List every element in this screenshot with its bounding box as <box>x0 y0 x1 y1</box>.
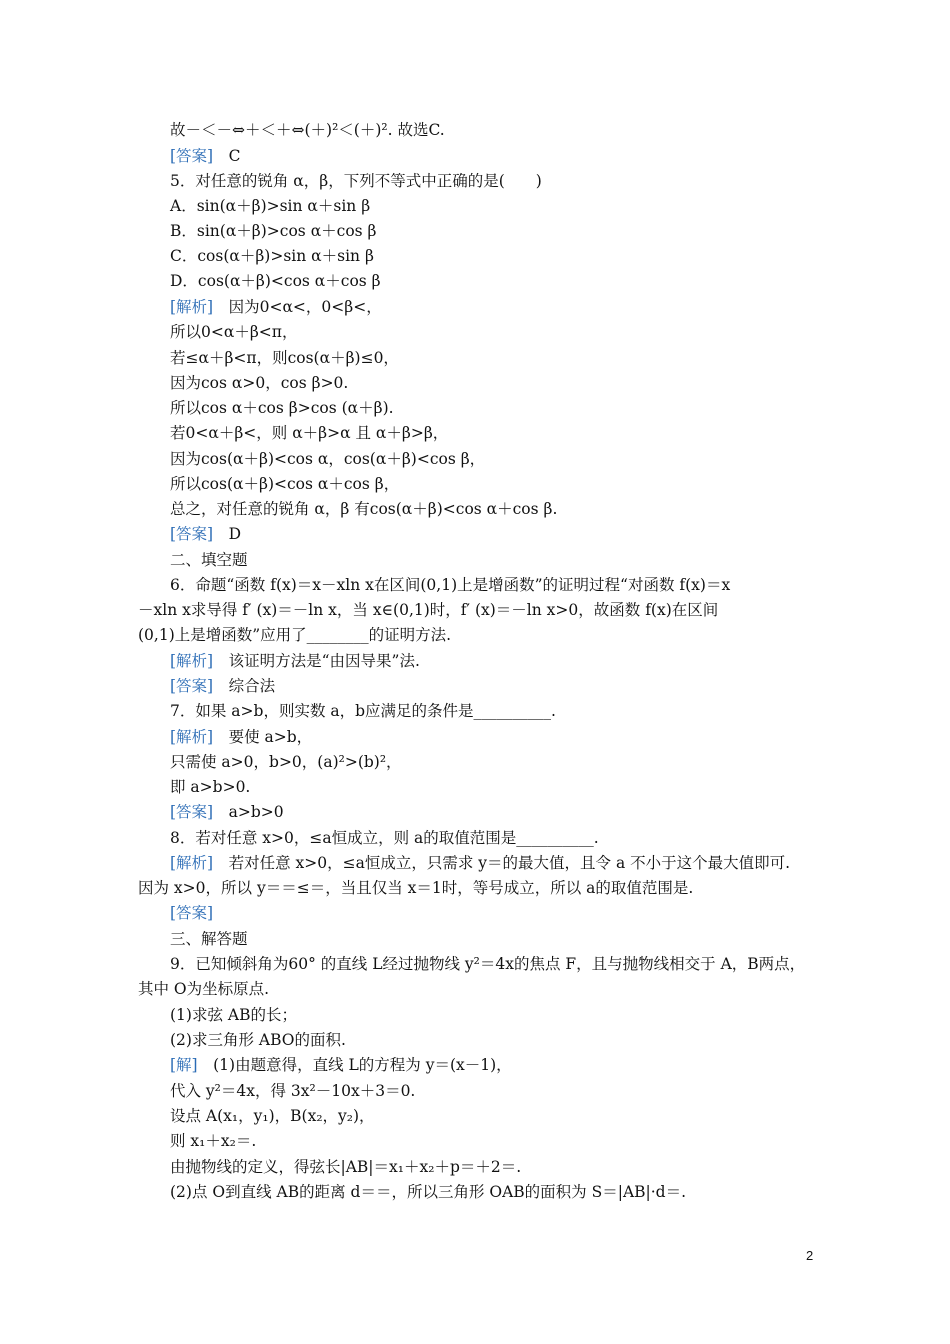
section-tag: [解析] <box>170 298 214 316</box>
text-line <box>170 1005 297 1025</box>
line-text: (2)点 O到直线 AB的距离 d＝＝，所以三角形 OAB的面积为 S＝|AB|·d＝. <box>170 1183 687 1201</box>
line-text: 5．对任意的锐角 α，β，下列不等式中正确的是( ) <box>170 172 542 190</box>
line-text: (2)求三角形 ABO的面积. <box>170 1031 346 1049</box>
section-tag: [答案] <box>170 803 214 821</box>
text-line <box>170 853 790 873</box>
text-line <box>170 1131 256 1151</box>
section-tag: [答案] <box>170 147 214 165</box>
line-text: 代入 y²＝4x，得 3x²－10x＋3＝0. <box>170 1082 416 1100</box>
section-tag: [解] <box>170 1056 198 1074</box>
section-tag: [解析] <box>170 854 214 872</box>
line-text: 6．命题“函数 f(x)＝x－xln x在区间(0,1)上是增函数”的证明过程“对函数 f(x)＝x <box>170 576 731 594</box>
line-text: C．cos(α＋β)>sin α＋sin β <box>170 247 374 265</box>
line-text: 要使 a>b， <box>228 728 313 746</box>
line-text: 8．若对任意 x>0，≤a恒成立，则 a的取值范围是__________. <box>170 829 599 847</box>
line-text: 综合法 <box>228 677 276 695</box>
line-text: a>b>0 <box>228 803 284 821</box>
text-line <box>170 651 420 671</box>
line-text: (1)求弦 AB的长； <box>170 1006 297 1024</box>
text-line <box>170 954 805 974</box>
text-line <box>170 903 229 923</box>
text-line <box>170 701 556 721</box>
line-text: 若0<α＋β<，则 α＋β>α 且 α＋β>β， <box>170 424 449 442</box>
text-line <box>170 322 297 342</box>
line-text: 所以cos α＋cos β>cos (α＋β). <box>170 399 394 417</box>
line-text: 所以0<α＋β<π， <box>170 323 298 341</box>
line-text: 所以cos(α＋β)<cos α＋cos β， <box>170 475 400 493</box>
text-line <box>170 1055 512 1075</box>
text-line <box>170 1030 346 1050</box>
text-line <box>138 600 718 620</box>
line-text: 总之，对任意的锐角 α，β 有cos(α＋β)<cos α＋cos β. <box>170 500 558 518</box>
line-text: 只需使 a>0，b>0，(a)²>(b)²， <box>170 753 402 771</box>
text-line <box>170 120 445 140</box>
section-tag: [解析] <box>170 728 214 746</box>
text-line <box>170 499 557 519</box>
line-text: 若≤α＋β<π，则cos(α＋β)≤0， <box>170 349 399 367</box>
line-text: D <box>228 525 242 543</box>
line-text: 二、填空题 <box>170 551 248 569</box>
line-text: 由抛物线的定义，得弦长|AB|＝x₁＋x₂＋p＝＋2＝. <box>170 1158 522 1176</box>
line-text: 其中 O为坐标原点. <box>138 980 270 998</box>
text-line <box>170 246 374 266</box>
line-text: 因为0<α<，0<β<， <box>228 298 382 316</box>
text-line <box>170 297 382 317</box>
section-tag: [解析] <box>170 652 214 670</box>
text-line <box>170 221 377 241</box>
text-line <box>138 979 269 999</box>
text-line <box>170 727 312 747</box>
line-text: 故－＜－⇔＋＜＋⇔(＋)²＜(＋)². 故选C. <box>170 121 445 139</box>
text-line <box>170 423 448 443</box>
text-line <box>138 625 451 645</box>
line-text: 若对任意 x>0，≤a恒成立，只需求 y＝的最大值，且令 a 不小于这个最大值即可. <box>228 854 791 872</box>
text-line <box>170 1106 375 1126</box>
line-text: －xln x求导得 f′ (x)＝－ln x，当 x∈(0,1)时，f′ (x)＝－ln x>0，故函数 f(x)在区间 <box>138 601 719 619</box>
section-tag: [答案] <box>170 525 214 543</box>
line-text: 9．已知倾斜角为60° 的直线 L经过抛物线 y²＝4x的焦点 F，且与抛物线相交于 A，B两点， <box>170 955 806 973</box>
text-line <box>170 1081 415 1101</box>
section-tag: [答案] <box>170 677 214 695</box>
line-text: C <box>228 147 241 165</box>
section-tag: [答案] <box>170 904 214 922</box>
line-text: 因为cos α>0，cos β>0. <box>170 374 349 392</box>
text-line <box>170 398 394 418</box>
text-line <box>170 752 402 772</box>
text-line <box>170 550 248 570</box>
line-text: 设点 A(x₁，y₁)，B(x₂，y₂)， <box>170 1107 375 1125</box>
text-line <box>170 1182 686 1202</box>
line-text: 因为cos(α＋β)<cos α，cos(α＋β)<cos β， <box>170 450 486 468</box>
page-number: 2 <box>806 1248 814 1263</box>
text-line <box>170 676 275 696</box>
text-line <box>170 828 599 848</box>
text-line <box>170 449 485 469</box>
line-text: (0,1)上是增函数”应用了________的证明方法. <box>138 626 452 644</box>
text-line <box>170 171 542 191</box>
line-text: 即 a>b>0. <box>170 778 251 796</box>
line-text: 因为 x>0，所以 y＝＝≤＝，当且仅当 x＝1时，等号成立，所以 a的取值范围是. <box>138 879 694 897</box>
text-line <box>170 146 240 166</box>
text-line <box>170 474 399 494</box>
text-line <box>170 271 381 291</box>
line-text: 则 x₁＋x₂＝. <box>170 1132 257 1150</box>
line-text: 7．如果 a>b，则实数 a，b应满足的条件是__________. <box>170 702 556 720</box>
line-text: 三、解答题 <box>170 930 248 948</box>
line-text: B．sin(α＋β)>cos α＋cos β <box>170 222 377 240</box>
line-text: A．sin(α＋β)>sin α＋sin β <box>170 197 371 215</box>
text-line <box>170 802 284 822</box>
text-line <box>138 878 693 898</box>
line-text: (1)由题意得，直线 L的方程为 y＝(x－1)， <box>213 1056 512 1074</box>
text-line <box>170 524 241 544</box>
text-line <box>170 1157 521 1177</box>
text-line <box>170 348 399 368</box>
text-line <box>170 575 730 595</box>
text-line <box>170 929 248 949</box>
line-text: 该证明方法是“由因导果”法. <box>228 652 420 670</box>
line-text: D．cos(α＋β)<cos α＋cos β <box>170 272 381 290</box>
text-line <box>170 777 250 797</box>
text-line <box>170 196 370 216</box>
text-line <box>170 373 348 393</box>
